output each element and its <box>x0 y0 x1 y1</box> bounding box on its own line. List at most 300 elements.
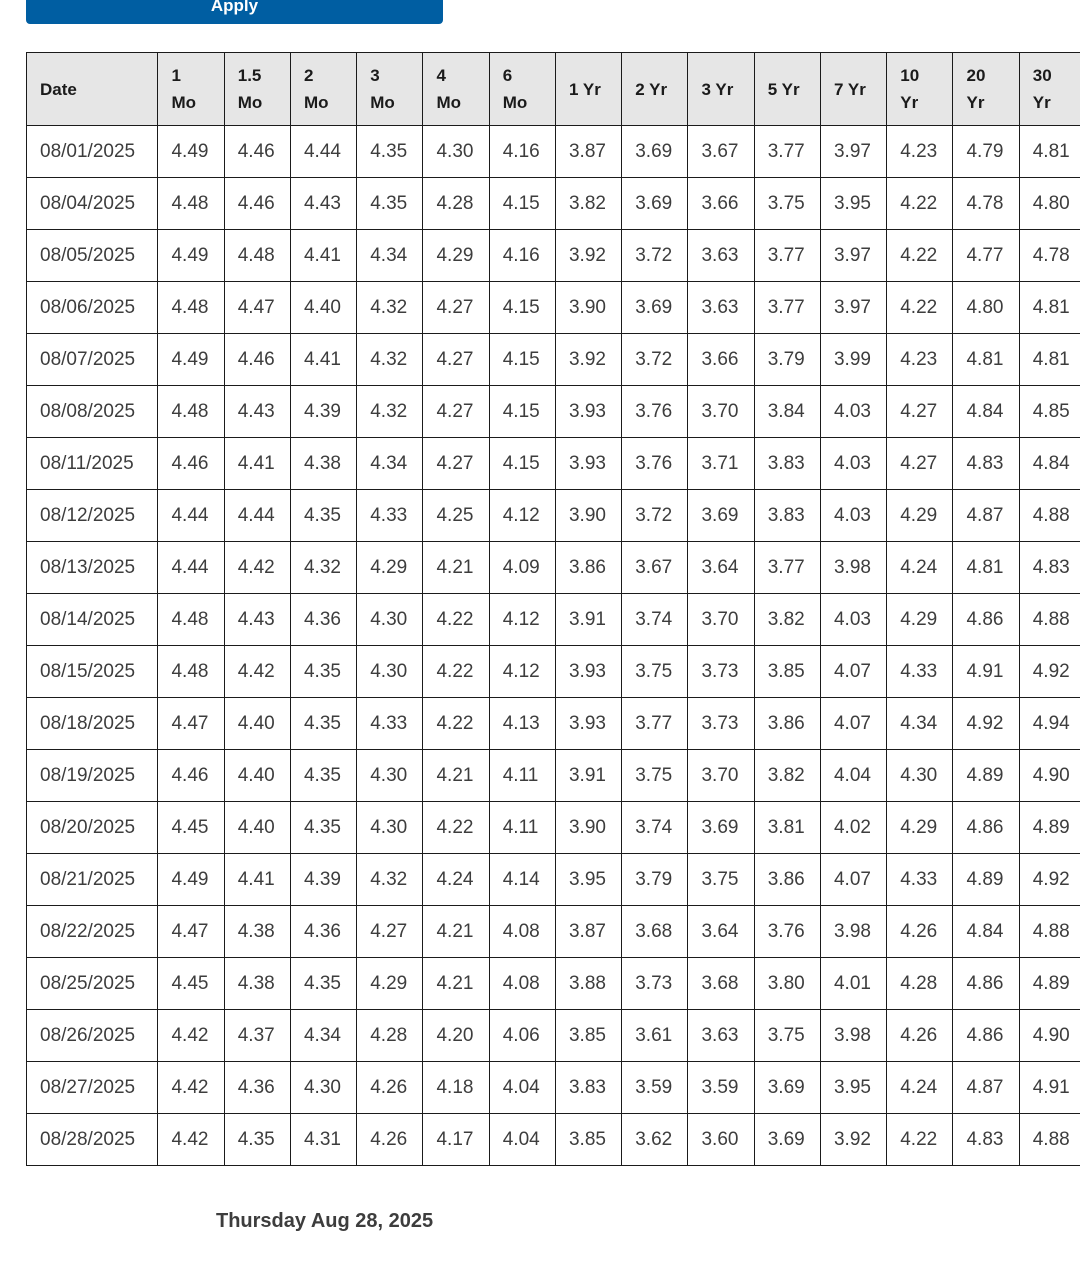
rate-cell: 4.32 <box>357 386 423 438</box>
table-row <box>27 802 1080 854</box>
rate-cell: 4.07 <box>820 854 886 906</box>
rate-cell: 4.38 <box>290 438 356 490</box>
rate-cell: 3.69 <box>622 178 688 230</box>
rate-cell: 3.85 <box>754 646 820 698</box>
rate-cell: 4.87 <box>953 1062 1019 1114</box>
date-cell: 08/13/2025 <box>27 542 158 594</box>
rate-cell: 4.42 <box>158 1114 224 1166</box>
column-header <box>622 53 688 126</box>
rate-cell: 4.40 <box>224 802 290 854</box>
date-cell: 08/04/2025 <box>27 178 158 230</box>
column-header <box>357 53 423 126</box>
rate-cell: 3.85 <box>555 1114 621 1166</box>
rate-cell: 3.60 <box>688 1114 754 1166</box>
rate-cell: 3.88 <box>555 958 621 1010</box>
rate-cell: 4.43 <box>290 178 356 230</box>
rate-cell: 4.44 <box>158 542 224 594</box>
rate-cell: 4.03 <box>820 594 886 646</box>
rate-cell: 3.75 <box>622 750 688 802</box>
rate-cell: 4.45 <box>158 802 224 854</box>
column-header <box>290 53 356 126</box>
rate-cell: 4.88 <box>1019 594 1080 646</box>
rate-cell: 3.81 <box>754 802 820 854</box>
rate-cell: 4.26 <box>887 906 953 958</box>
rate-cell: 4.28 <box>357 1010 423 1062</box>
date-cell: 08/01/2025 <box>27 126 158 178</box>
rate-cell: 4.92 <box>1019 854 1080 906</box>
rate-cell: 4.47 <box>158 906 224 958</box>
table-row <box>27 594 1080 646</box>
table-row <box>27 282 1080 334</box>
rate-cell: 4.81 <box>953 542 1019 594</box>
rate-cell: 3.63 <box>688 282 754 334</box>
rate-cell: 3.77 <box>754 126 820 178</box>
rate-cell: 4.08 <box>489 958 555 1010</box>
column-header-line: Mo <box>502 93 528 112</box>
rate-cell: 4.32 <box>357 854 423 906</box>
table-row <box>27 958 1080 1010</box>
rate-cell: 4.89 <box>953 750 1019 802</box>
rate-cell: 4.43 <box>224 594 290 646</box>
rate-cell: 3.83 <box>555 1062 621 1114</box>
column-header-line: 6 <box>502 66 513 85</box>
rate-cell: 4.48 <box>158 594 224 646</box>
rate-cell: 4.21 <box>423 958 489 1010</box>
rate-cell: 4.24 <box>887 542 953 594</box>
rate-cell: 4.28 <box>423 178 489 230</box>
rate-cell: 4.15 <box>489 386 555 438</box>
rate-cell: 3.93 <box>555 438 621 490</box>
rate-cell: 3.66 <box>688 334 754 386</box>
column-header-line: 4 <box>436 66 446 85</box>
rate-cell: 4.27 <box>887 386 953 438</box>
table-row <box>27 1010 1080 1062</box>
date-cell: 08/26/2025 <box>27 1010 158 1062</box>
column-header <box>754 53 820 126</box>
rate-cell: 3.91 <box>555 750 621 802</box>
rate-cell: 3.69 <box>754 1062 820 1114</box>
rate-cell: 3.97 <box>820 282 886 334</box>
rate-cell: 3.90 <box>555 490 621 542</box>
column-header-line: Mo <box>171 93 197 112</box>
rate-cell: 3.84 <box>754 386 820 438</box>
rate-cell: 4.39 <box>290 854 356 906</box>
rate-cell: 4.35 <box>357 178 423 230</box>
column-header-line: Mo <box>436 93 462 112</box>
rate-cell: 4.41 <box>224 438 290 490</box>
rate-cell: 4.32 <box>357 334 423 386</box>
rate-cell: 4.78 <box>953 178 1019 230</box>
column-header <box>820 53 886 126</box>
rate-cell: 4.27 <box>423 282 489 334</box>
rate-cell: 4.44 <box>224 490 290 542</box>
rate-cell: 4.33 <box>357 490 423 542</box>
column-header <box>688 53 754 126</box>
rate-cell: 3.98 <box>820 542 886 594</box>
rate-cell: 4.86 <box>953 594 1019 646</box>
rate-cell: 4.83 <box>1019 542 1080 594</box>
rate-cell: 4.80 <box>953 282 1019 334</box>
column-header <box>224 53 290 126</box>
rate-cell: 3.72 <box>622 230 688 282</box>
rate-cell: 4.48 <box>224 230 290 282</box>
column-header-line: Yr <box>1032 93 1051 112</box>
rate-cell: 4.02 <box>820 802 886 854</box>
rate-cell: 4.23 <box>887 126 953 178</box>
rate-cell: 4.89 <box>1019 802 1080 854</box>
date-cell: 08/05/2025 <box>27 230 158 282</box>
date-cell: 08/11/2025 <box>27 438 158 490</box>
rate-cell: 4.07 <box>820 698 886 750</box>
rate-cell: 3.98 <box>820 1010 886 1062</box>
column-header-line: 10 <box>900 66 920 85</box>
rate-cell: 4.29 <box>423 230 489 282</box>
table-row <box>27 698 1080 750</box>
date-cell: 08/14/2025 <box>27 594 158 646</box>
rate-cell: 3.93 <box>555 646 621 698</box>
rate-cell: 3.69 <box>688 802 754 854</box>
rate-cell: 4.26 <box>357 1114 423 1166</box>
rate-cell: 4.44 <box>290 126 356 178</box>
rate-cell: 4.89 <box>953 854 1019 906</box>
rate-cell: 4.86 <box>953 1010 1019 1062</box>
rate-cell: 4.39 <box>290 386 356 438</box>
rate-cell: 4.22 <box>423 698 489 750</box>
rate-cell: 4.28 <box>887 958 953 1010</box>
rate-cell: 4.41 <box>224 854 290 906</box>
rate-cell: 4.21 <box>423 906 489 958</box>
rate-cell: 4.22 <box>423 646 489 698</box>
rate-cell: 3.70 <box>688 750 754 802</box>
date-cell: 08/20/2025 <box>27 802 158 854</box>
rate-cell: 4.49 <box>158 854 224 906</box>
rate-cell: 4.85 <box>1019 386 1080 438</box>
rate-cell: 4.33 <box>887 646 953 698</box>
rate-cell: 4.40 <box>224 750 290 802</box>
rate-cell: 4.31 <box>290 1114 356 1166</box>
rate-cell: 3.73 <box>688 646 754 698</box>
column-header-line: Yr <box>900 93 919 112</box>
table-header-row <box>27 53 1080 126</box>
column-header-line: 1 <box>171 66 181 85</box>
rate-cell: 4.38 <box>224 958 290 1010</box>
rate-cell: 4.83 <box>953 1114 1019 1166</box>
rate-cell: 4.48 <box>158 386 224 438</box>
rate-cell: 3.67 <box>622 542 688 594</box>
rate-cell: 4.94 <box>1019 698 1080 750</box>
rate-cell: 3.80 <box>754 958 820 1010</box>
rate-cell: 4.34 <box>357 230 423 282</box>
rate-cell: 3.93 <box>555 698 621 750</box>
rate-cell: 3.95 <box>820 178 886 230</box>
rate-cell: 3.77 <box>754 282 820 334</box>
rate-cell: 3.72 <box>622 334 688 386</box>
rate-cell: 4.89 <box>1019 958 1080 1010</box>
rate-cell: 4.34 <box>887 698 953 750</box>
rate-cell: 3.75 <box>622 646 688 698</box>
table-row <box>27 386 1080 438</box>
rate-cell: 4.18 <box>423 1062 489 1114</box>
rate-cell: 4.27 <box>423 438 489 490</box>
rate-cell: 3.95 <box>820 1062 886 1114</box>
rate-cell: 4.41 <box>290 334 356 386</box>
rate-cell: 3.83 <box>754 438 820 490</box>
column-header <box>158 53 224 126</box>
rate-cell: 4.04 <box>820 750 886 802</box>
rate-cell: 4.29 <box>887 594 953 646</box>
rate-cell: 4.91 <box>1019 1062 1080 1114</box>
rate-cell: 3.90 <box>555 282 621 334</box>
rate-cell: 4.27 <box>887 438 953 490</box>
rate-cell: 4.27 <box>423 386 489 438</box>
rate-cell: 4.30 <box>357 750 423 802</box>
rate-cell: 4.24 <box>887 1062 953 1114</box>
rate-cell: 3.63 <box>688 230 754 282</box>
rate-cell: 3.76 <box>622 386 688 438</box>
rate-cell: 4.22 <box>887 282 953 334</box>
table-row <box>27 1114 1080 1166</box>
rate-cell: 4.48 <box>158 646 224 698</box>
rate-cell: 4.11 <box>489 802 555 854</box>
rate-cell: 3.71 <box>688 438 754 490</box>
column-header <box>423 53 489 126</box>
rate-cell: 4.42 <box>158 1010 224 1062</box>
rate-cell: 3.99 <box>820 334 886 386</box>
rate-cell: 4.30 <box>357 802 423 854</box>
date-cell: 08/06/2025 <box>27 282 158 334</box>
rate-cell: 3.59 <box>688 1062 754 1114</box>
rate-cell: 4.79 <box>953 126 1019 178</box>
rate-cell: 4.92 <box>1019 646 1080 698</box>
rate-cell: 4.29 <box>357 542 423 594</box>
rate-cell: 4.46 <box>224 126 290 178</box>
table-row <box>27 906 1080 958</box>
rate-cell: 4.30 <box>357 646 423 698</box>
rate-cell: 4.33 <box>357 698 423 750</box>
table-row <box>27 490 1080 542</box>
rate-cell: 4.12 <box>489 646 555 698</box>
date-cell: 08/12/2025 <box>27 490 158 542</box>
rate-cell: 4.45 <box>158 958 224 1010</box>
rate-cell: 3.77 <box>754 542 820 594</box>
rate-cell: 4.47 <box>158 698 224 750</box>
rate-cell: 4.36 <box>290 906 356 958</box>
rate-cell: 4.35 <box>290 698 356 750</box>
rate-cell: 4.90 <box>1019 750 1080 802</box>
rate-cell: 4.21 <box>423 750 489 802</box>
rate-cell: 3.77 <box>754 230 820 282</box>
rate-cell: 4.04 <box>489 1114 555 1166</box>
rate-cell: 3.79 <box>622 854 688 906</box>
date-cell: 08/19/2025 <box>27 750 158 802</box>
rate-cell: 4.80 <box>1019 178 1080 230</box>
table-row <box>27 438 1080 490</box>
column-header-line: Mo <box>303 93 329 112</box>
rate-cell: 4.48 <box>158 282 224 334</box>
rate-cell: 4.21 <box>423 542 489 594</box>
rate-cell: 4.46 <box>224 178 290 230</box>
yield-rates-table <box>26 52 1080 1166</box>
rate-cell: 4.46 <box>158 750 224 802</box>
table-row <box>27 334 1080 386</box>
rate-cell: 4.49 <box>158 230 224 282</box>
date-cell: 08/27/2025 <box>27 1062 158 1114</box>
rate-cell: 4.12 <box>489 490 555 542</box>
rate-cell: 3.87 <box>555 906 621 958</box>
rate-cell: 4.46 <box>158 438 224 490</box>
rate-cell: 4.11 <box>489 750 555 802</box>
rate-cell: 3.75 <box>688 854 754 906</box>
rate-cell: 3.75 <box>754 178 820 230</box>
table-row <box>27 854 1080 906</box>
rate-cell: 3.82 <box>754 750 820 802</box>
rate-cell: 4.42 <box>224 542 290 594</box>
rate-cell: 4.33 <box>887 854 953 906</box>
rate-cell: 3.66 <box>688 178 754 230</box>
rate-cell: 4.15 <box>489 282 555 334</box>
rate-cell: 4.29 <box>887 490 953 542</box>
rate-cell: 4.12 <box>489 594 555 646</box>
date-cell: 08/22/2025 <box>27 906 158 958</box>
rate-cell: 4.43 <box>224 386 290 438</box>
rate-cell: 4.37 <box>224 1010 290 1062</box>
rate-cell: 4.30 <box>887 750 953 802</box>
rate-cell: 4.49 <box>158 334 224 386</box>
rate-cell: 4.35 <box>357 126 423 178</box>
rate-cell: 4.77 <box>953 230 1019 282</box>
rate-cell: 4.35 <box>290 750 356 802</box>
rate-cell: 3.95 <box>555 854 621 906</box>
column-header-line: Yr <box>966 93 985 112</box>
rate-cell: 4.92 <box>953 698 1019 750</box>
rate-cell: 4.88 <box>1019 490 1080 542</box>
rate-cell: 4.34 <box>290 1010 356 1062</box>
rate-cell: 3.74 <box>622 594 688 646</box>
rate-cell: 4.49 <box>158 126 224 178</box>
rate-cell: 4.88 <box>1019 1114 1080 1166</box>
date-cell: 08/28/2025 <box>27 1114 158 1166</box>
rate-cell: 4.87 <box>953 490 1019 542</box>
table-row <box>27 542 1080 594</box>
rate-cell: 4.36 <box>224 1062 290 1114</box>
column-header-line: Mo <box>370 93 395 112</box>
rate-cell: 4.22 <box>887 1114 953 1166</box>
rate-cell: 4.30 <box>423 126 489 178</box>
rate-cell: 4.40 <box>224 698 290 750</box>
rate-cell: 4.35 <box>290 958 356 1010</box>
rate-cell: 4.08 <box>489 906 555 958</box>
column-header <box>489 53 555 126</box>
column-header-line: 3 <box>370 66 380 85</box>
rate-cell: 4.23 <box>887 334 953 386</box>
rate-cell: 4.84 <box>1019 438 1080 490</box>
rate-cell: 3.79 <box>754 334 820 386</box>
rate-cell: 4.88 <box>1019 906 1080 958</box>
rate-cell: 4.91 <box>953 646 1019 698</box>
selected-date-heading: Thursday Aug 28, 2025 <box>216 1210 434 1232</box>
rate-cell: 4.81 <box>1019 282 1080 334</box>
rate-cell: 4.46 <box>224 334 290 386</box>
rate-cell: 3.77 <box>622 698 688 750</box>
rate-cell: 4.40 <box>290 282 356 334</box>
rate-cell: 4.90 <box>1019 1010 1080 1062</box>
column-header-line: 30 <box>1032 66 1052 85</box>
rate-cell: 3.72 <box>622 490 688 542</box>
rate-cell: 4.15 <box>489 334 555 386</box>
rate-cell: 4.15 <box>489 178 555 230</box>
rate-cell: 3.68 <box>688 958 754 1010</box>
rate-cell: 3.70 <box>688 594 754 646</box>
rate-cell: 4.27 <box>357 906 423 958</box>
rate-cell: 4.22 <box>887 178 953 230</box>
apply-button[interactable]: Apply <box>26 0 443 24</box>
rate-cell: 4.07 <box>820 646 886 698</box>
rate-cell: 3.92 <box>820 1114 886 1166</box>
rate-cell: 3.62 <box>622 1114 688 1166</box>
rate-cell: 3.90 <box>555 802 621 854</box>
rate-cell: 4.81 <box>1019 126 1080 178</box>
table-row <box>27 646 1080 698</box>
date-cell: 08/07/2025 <box>27 334 158 386</box>
rate-cell: 3.83 <box>754 490 820 542</box>
rate-cell: 4.03 <box>820 438 886 490</box>
rate-cell: 3.86 <box>754 854 820 906</box>
rate-cell: 3.97 <box>820 126 886 178</box>
rate-cell: 3.93 <box>555 386 621 438</box>
table-row <box>27 1062 1080 1114</box>
rate-cell: 4.13 <box>489 698 555 750</box>
rate-cell: 3.82 <box>555 178 621 230</box>
rate-cell: 4.36 <box>290 594 356 646</box>
rate-cell: 3.61 <box>622 1010 688 1062</box>
rate-cell: 3.82 <box>754 594 820 646</box>
rate-cell: 3.64 <box>688 542 754 594</box>
date-cell: 08/25/2025 <box>27 958 158 1010</box>
column-header-line: 20 <box>966 66 986 85</box>
column-header-line: 2 Yr <box>635 79 668 99</box>
rate-cell: 3.76 <box>754 906 820 958</box>
rate-cell: 3.92 <box>555 230 621 282</box>
column-header-line: Mo <box>237 93 263 112</box>
rate-cell: 4.06 <box>489 1010 555 1062</box>
rate-cell: 4.22 <box>423 802 489 854</box>
rate-cell: 4.27 <box>423 334 489 386</box>
rate-cell: 4.29 <box>357 958 423 1010</box>
rate-cell: 4.16 <box>489 126 555 178</box>
rate-cell: 3.74 <box>622 802 688 854</box>
rate-cell: 4.04 <box>489 1062 555 1114</box>
rate-cell: 4.86 <box>953 958 1019 1010</box>
rate-cell: 4.24 <box>423 854 489 906</box>
rate-cell: 3.73 <box>688 698 754 750</box>
table-row <box>27 230 1080 282</box>
rate-cell: 4.16 <box>489 230 555 282</box>
table-row <box>27 126 1080 178</box>
rate-cell: 4.81 <box>1019 334 1080 386</box>
rate-cell: 3.92 <box>555 334 621 386</box>
rate-cell: 4.17 <box>423 1114 489 1166</box>
date-cell: 08/08/2025 <box>27 386 158 438</box>
rate-cell: 3.73 <box>622 958 688 1010</box>
column-header <box>887 53 953 126</box>
rate-cell: 3.70 <box>688 386 754 438</box>
rate-cell: 3.85 <box>555 1010 621 1062</box>
rate-cell: 4.42 <box>224 646 290 698</box>
rate-cell: 3.63 <box>688 1010 754 1062</box>
rate-cell: 4.34 <box>357 438 423 490</box>
rate-cell: 3.59 <box>622 1062 688 1114</box>
rate-cell: 3.91 <box>555 594 621 646</box>
